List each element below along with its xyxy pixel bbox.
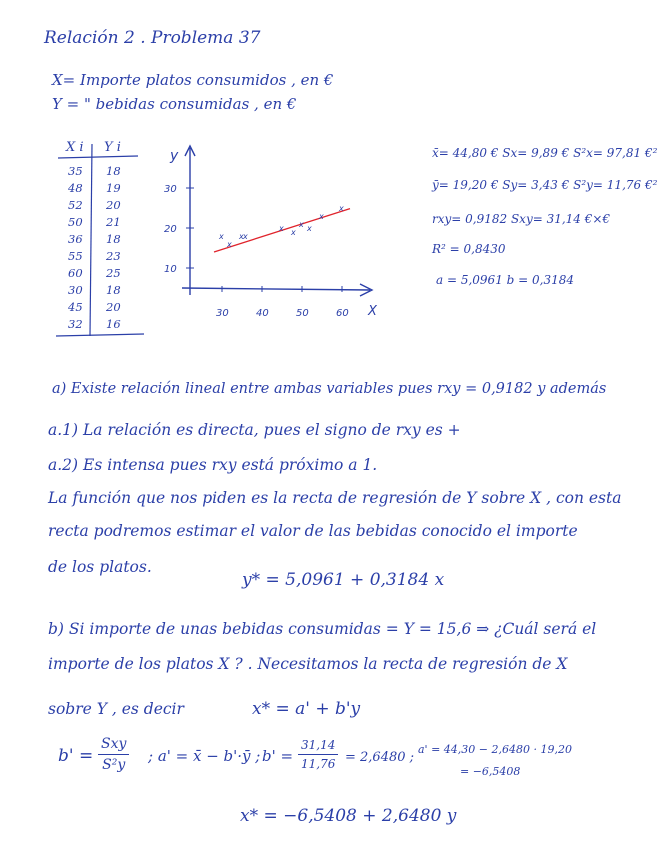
data-point: x: [219, 232, 224, 241]
data-point: x: [239, 232, 244, 241]
table-cell-x: 55: [68, 249, 83, 263]
answer-a-line5: recta podremos estimar el valor de las bebidas conocido el importe: [48, 522, 578, 540]
answer-a-line6: de los platos.: [48, 558, 152, 576]
data-point: x: [307, 224, 312, 233]
formula-b-prime-value-fraction: [298, 738, 338, 771]
table-cell-x: 45: [68, 300, 83, 314]
table-cell-y: 20: [106, 300, 121, 314]
formula-b-prime-lhs: b' =: [58, 746, 94, 766]
table-cell-x: 36: [68, 232, 83, 246]
table-cell-x: 35: [68, 164, 83, 178]
table-cell-x: 52: [68, 198, 83, 212]
answer-b-line3: sobre Y , es decir: [48, 700, 184, 718]
scatter-plot: [160, 140, 380, 320]
y-tick-label: 20: [164, 224, 177, 235]
answer-b-line1: b) Si importe de unas bebidas consumidas = Y = 15,6 ⇒ ¿Cuál será el: [48, 620, 597, 638]
x-axis-label: X: [368, 304, 377, 319]
problem-title: Relación 2 . Problema 37: [44, 28, 261, 48]
data-point: x: [279, 224, 284, 233]
answer-a-line1: a) Existe relación lineal entre ambas variables pues rxy = 0,9182 y además: [52, 381, 607, 397]
stats-coefficients: a = 5,0961 b = 0,3184: [436, 273, 574, 287]
data-point: x: [227, 240, 232, 249]
formula-a-prime-value: a' = 44,30 − 2,6480 · 19,20: [418, 743, 572, 756]
formula-b-prime-fraction: [98, 736, 129, 773]
y-tick-label: 10: [164, 264, 177, 275]
fraction-numerator: 31,14: [298, 738, 338, 755]
x-tick-label: 50: [296, 308, 309, 319]
table-cell-y: 23: [106, 249, 121, 263]
answer-a-line3: a.2) Es intensa pues rxy está próximo a 1.: [48, 456, 378, 474]
data-point: x: [319, 212, 324, 221]
x-tick-label: 60: [336, 308, 349, 319]
answer-a-line2: a.1) La relación es directa, pues el signo de rxy es +: [48, 421, 461, 439]
y-axis-label: y: [170, 148, 179, 164]
stats-r-squared: R² = 0,8430: [432, 242, 506, 256]
table-header-y: Y i: [104, 140, 121, 155]
data-point: x: [339, 204, 344, 213]
definition-x: X= Importe platos consumidos , en €: [52, 71, 334, 89]
table-cell-y: 19: [106, 181, 121, 195]
data-point: x: [299, 220, 304, 229]
table-cell-x: 30: [68, 283, 83, 297]
fraction-numerator: Sxy: [98, 736, 129, 755]
table-cell-y: 16: [106, 317, 121, 331]
table-cell-x: 32: [68, 317, 83, 331]
table-cell-x: 60: [68, 266, 83, 280]
data-point: x: [291, 228, 296, 237]
table-header-x: X i: [66, 140, 84, 155]
stats-means-y: ȳ= 19,20 € Sy= 3,43 € S²y= 11,76 €²: [432, 178, 657, 192]
table-cell-x: 50: [68, 215, 83, 229]
table-cell-y: 20: [106, 198, 121, 212]
formula-b-prime-value-lhs: b' =: [262, 747, 294, 765]
definition-y: Y = " bebidas consumidas , en €: [52, 95, 297, 113]
y-tick-label: 30: [164, 184, 177, 195]
x-tick-label: 40: [256, 308, 269, 319]
fraction-denominator: 11,76: [301, 757, 336, 771]
table-cell-y: 18: [106, 283, 121, 297]
table-cell-y: 25: [106, 266, 121, 280]
answer-a-line4: La función que nos piden es la recta de regresión de Y sobre X , con esta: [48, 489, 622, 507]
regression-x-on-y-equation: x* = −6,5408 + 2,6480 y: [240, 806, 457, 826]
fraction-denominator: S²y: [102, 757, 126, 773]
x-tick-label: 30: [216, 308, 229, 319]
table-cell-y: 18: [106, 232, 121, 246]
stats-correlation: rxy= 0,9182 Sxy= 31,14 €×€: [432, 212, 611, 226]
stats-means-x: x̄= 44,80 € Sx= 9,89 € S²x= 97,81 €²: [432, 146, 657, 160]
table-cell-y: 18: [106, 164, 121, 178]
data-point: x: [243, 232, 248, 241]
table-cell-y: 21: [106, 215, 121, 229]
regression-x-on-y-form: x* = a' + b'y: [252, 699, 361, 719]
formula-a-prime-result: = −6,5408: [460, 765, 521, 778]
answer-b-line2: importe de los platos X ? . Necesitamos la recta de regresión de X: [48, 655, 568, 673]
table-cell-x: 48: [68, 181, 83, 195]
formula-b-prime-result: = 2,6480 ;: [345, 750, 415, 765]
formula-a-prime: ; a' = x̄ − b'·ȳ ;: [148, 747, 261, 765]
regression-y-on-x-equation: y* = 5,0961 + 0,3184 x: [242, 570, 445, 590]
